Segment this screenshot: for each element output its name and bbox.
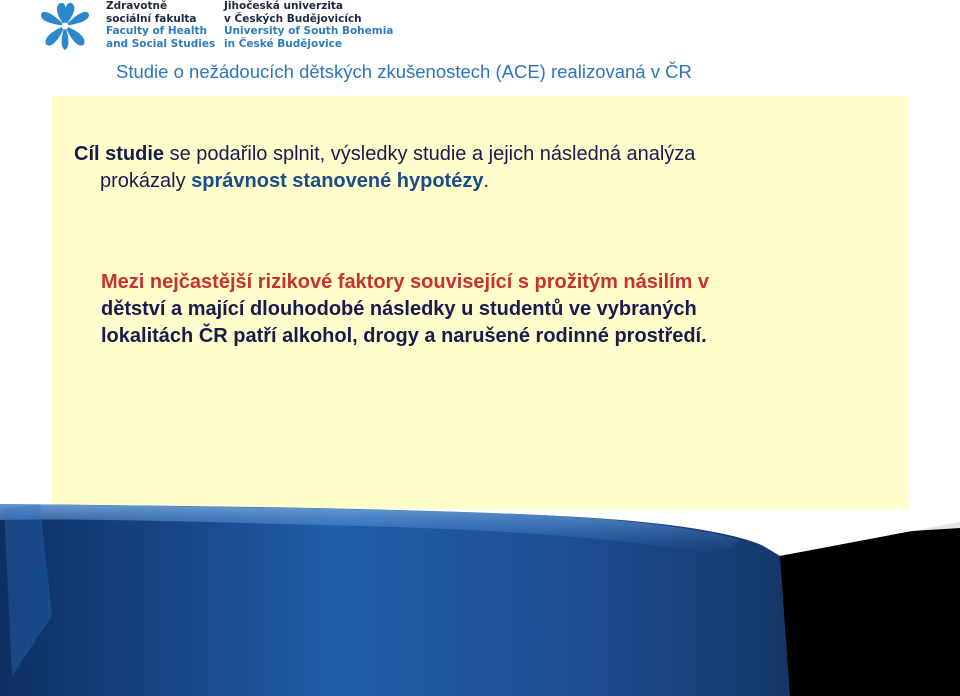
risk-factors-line-3: lokalitách ČR patří alkohol, drogy a narušené rodinné prostředí.	[101, 325, 707, 347]
faculty-line-4: and Social Studies	[106, 37, 216, 50]
conclusion-text-b: prokázaly	[100, 170, 192, 192]
header	[0, 0, 960, 56]
faculty-line-3: Faculty of Health	[106, 25, 207, 38]
study-goal-label: Cíl studie	[74, 143, 165, 165]
risk-factors-paragraph	[101, 269, 881, 350]
faculty-name	[106, 0, 215, 50]
risk-factors-line-1: Mezi nejčastější rizikové faktory související s prožitým násilím v	[101, 271, 710, 293]
hypothesis-highlight: správnost stanovené hypotézy	[191, 170, 484, 192]
flower-heart-logo-icon	[37, 0, 93, 52]
footer-wave-decoration	[0, 496, 960, 696]
university-name	[224, 0, 393, 50]
faculty-line-1: Zdravotně	[106, 0, 168, 12]
risk-factors-line-2: dětství a mající dlouhodobé následky u studentů ve vybraných	[101, 298, 697, 320]
university-line-1: Jihočeská univerzita	[224, 0, 344, 12]
university-line-2: v Českých Budějovicích	[224, 12, 362, 25]
university-line-4: in České Budějovice	[224, 37, 343, 50]
faculty-line-2: sociální fakulta	[106, 12, 197, 25]
conclusion-line-2	[74, 168, 874, 195]
study-conclusion-paragraph	[74, 141, 874, 195]
university-line-3: University of South Bohemia	[224, 25, 394, 38]
conclusion-text-a: se podařilo splnit, výsledky studie a jejich následná analýza	[164, 143, 696, 165]
conclusion-end: .	[483, 170, 490, 192]
slide-title: Studie o nežádoucích dětských zkušenostech (ACE) realizovaná v ČR	[116, 61, 692, 82]
